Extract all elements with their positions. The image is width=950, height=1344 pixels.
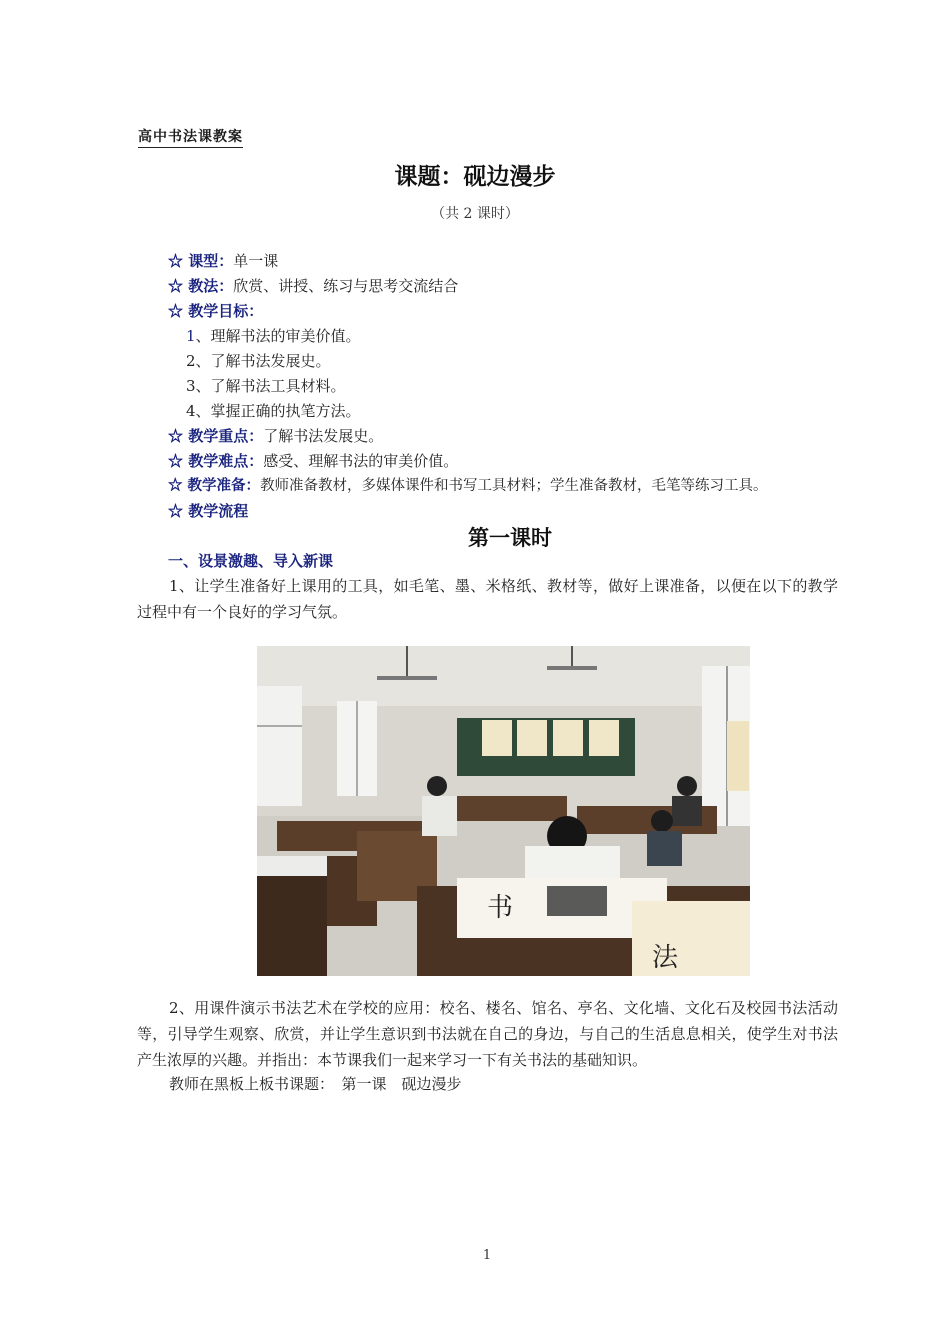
goal-item — [186, 351, 331, 371]
meta-key: ☆ 教学流程 — [168, 502, 249, 520]
goal-item — [186, 376, 346, 396]
svg-text:书: 书 — [487, 893, 514, 923]
meta-key: ☆ 教学重点： — [168, 427, 264, 445]
lesson-subtitle: （共 2 课时） — [431, 206, 519, 222]
goal-number: 3 — [186, 377, 196, 395]
meta-key: ☆ 课型： — [168, 252, 234, 270]
goal-text: 、了解书法发展史。 — [195, 352, 331, 370]
meta-lesson-type — [168, 251, 278, 271]
paragraph-3: 教师在黑板上板书课题： 第一课 砚边漫步 — [169, 1075, 462, 1093]
section-heading: 第一课时 — [468, 525, 552, 550]
meta-key: ☆ 教学目标： — [168, 302, 264, 320]
meta-value: 了解书法发展史。 — [263, 427, 384, 445]
goal-text: 、理解书法的审美价值。 — [195, 327, 361, 345]
meta-teaching-method — [168, 276, 458, 296]
meta-difficulty — [168, 451, 458, 471]
meta-preparation — [168, 476, 768, 496]
meta-key: ☆ 教法： — [168, 277, 234, 295]
document-header-title: 高中书法课教案 — [138, 126, 243, 148]
meta-teaching-process — [168, 501, 248, 521]
meta-value: 感受、理解书法的审美价值。 — [263, 452, 459, 470]
meta-value: 欣赏、讲授、练习与思考交流结合 — [233, 277, 459, 295]
goal-item — [186, 326, 361, 346]
meta-key: ☆ 教学准备： — [168, 477, 261, 494]
meta-key-point — [168, 426, 383, 446]
goal-number: 1 — [186, 327, 196, 345]
goal-number: 2 — [186, 352, 196, 370]
goal-text: 、掌握正确的执笔方法。 — [195, 402, 361, 420]
lesson-title: 课题：砚边漫步 — [394, 163, 556, 190]
goal-text: 、了解书法工具材料。 — [195, 377, 346, 395]
svg-text:法: 法 — [652, 943, 679, 973]
goal-number: 4 — [186, 402, 196, 420]
section-subheading: 一、设景激趣、导入新课 — [168, 552, 334, 570]
goal-item — [186, 401, 361, 421]
meta-value: 单一课 — [233, 252, 279, 270]
paragraph-2: 2、用课件演示书法艺术在学校的应用：校名、楼名、馆名、亭名、文化墙、文化石及校园书法活动等，引导学生观察、欣赏，并让学生意识到书法就在自己的身边，与自己的生活息息相关，使学生对书法产生浓厚的兴趣。并指出：本节课我们一起来学习一下有关书法的基础知识。 — [137, 999, 838, 1069]
meta-value: 教师准备教材，多媒体课件和书写工具材料；学生准备教材，毛笔等练习工具。 — [260, 478, 768, 494]
classroom-photo — [257, 646, 750, 976]
meta-key: ☆ 教学难点： — [168, 452, 264, 470]
paragraph-1: 1、让学生准备好上课用的工具，如毛笔、墨、米格纸、教材等，做好上课准备，以便在以下的教学过程中有一个良好的学习气氛。 — [137, 577, 838, 621]
page-number: 1 — [482, 1248, 492, 1263]
meta-teaching-goals — [168, 301, 263, 321]
